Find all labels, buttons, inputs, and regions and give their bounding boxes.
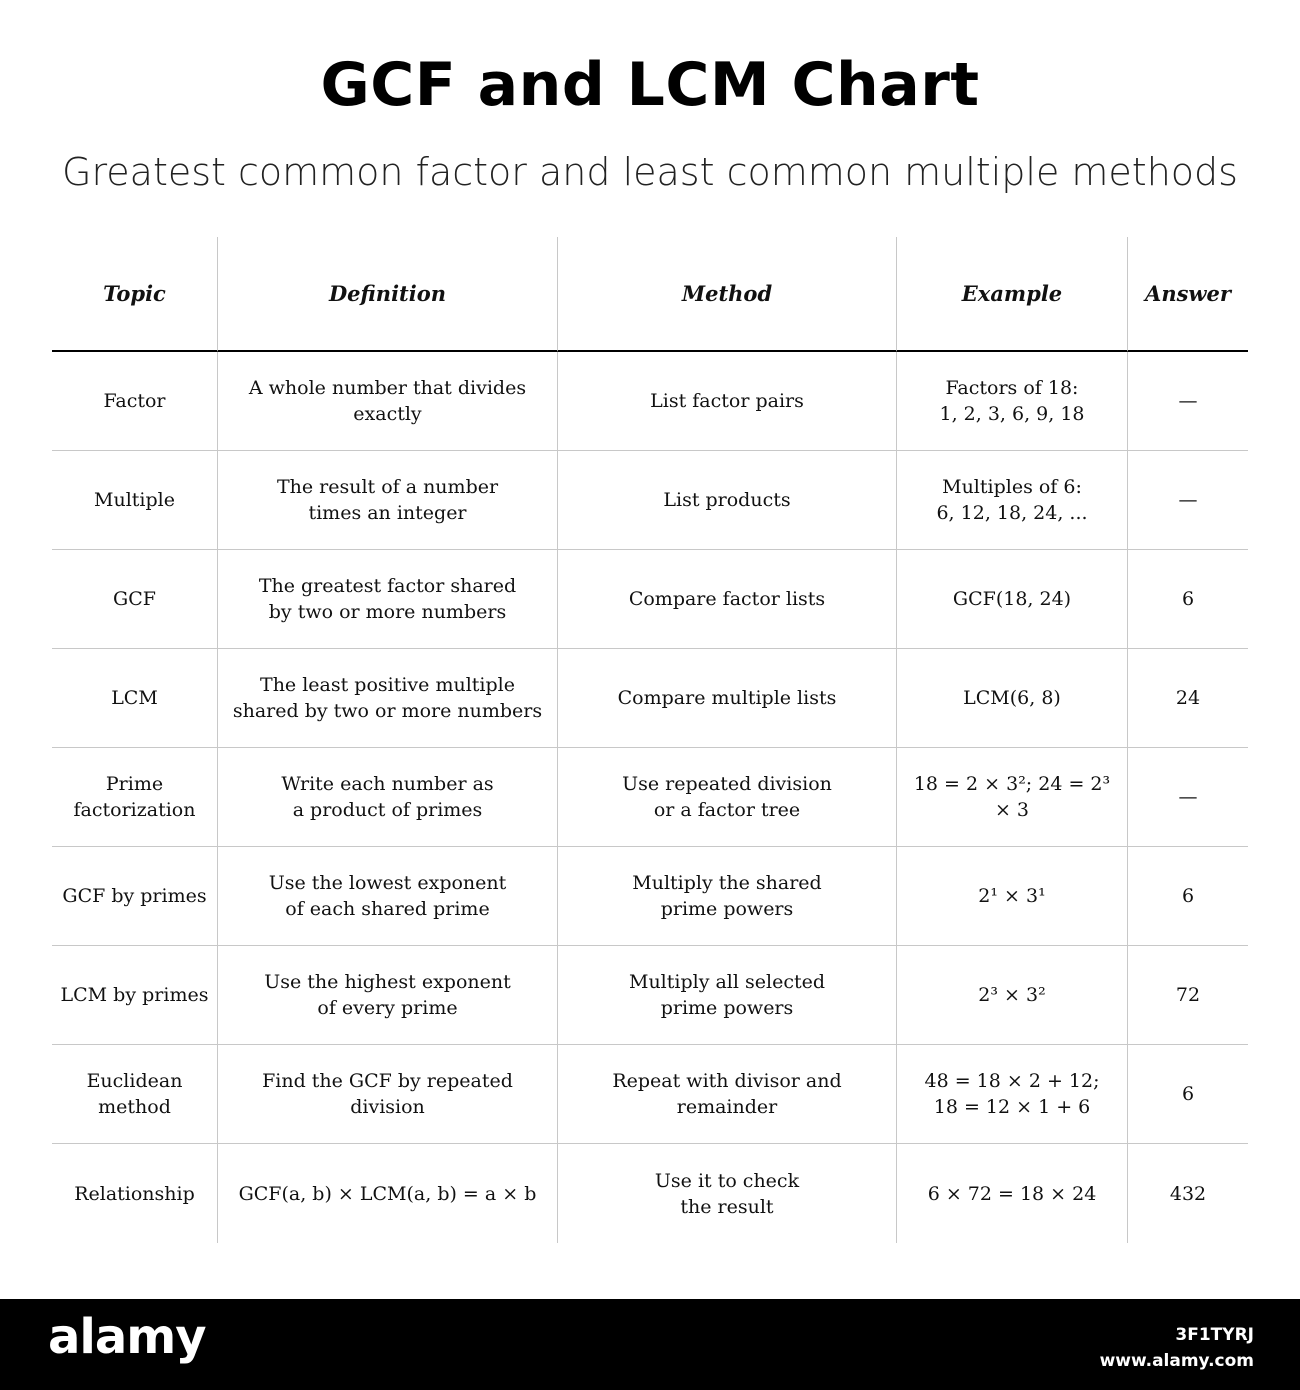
cell-method: Use repeated division or a factor tree [558, 748, 897, 847]
cell-definition: The greatest factor shared by two or more numbers [218, 550, 558, 649]
cell-topic: Prime factorization [52, 748, 218, 847]
cell-answer: 432 [1169, 1182, 1207, 1205]
watermark-footer [0, 1299, 1300, 1390]
cell-method: List products [558, 451, 897, 550]
cell-method: Compare multiple lists [558, 649, 897, 748]
cell-answer: 72 [1128, 946, 1248, 1045]
cell-answer: — [1128, 748, 1248, 847]
cell-example: LCM(6, 8) [897, 649, 1128, 748]
cell-topic: LCM [52, 649, 218, 748]
header-topic: Topic [52, 237, 218, 352]
cell-topic: GCF [52, 550, 218, 649]
cell-topic: Euclidean method [52, 1045, 218, 1144]
gcf-lcm-table [52, 237, 1248, 1243]
cell-topic: LCM by primes [52, 946, 218, 1045]
page-subtitle: Greatest common factor and least common multiple methods [62, 150, 1238, 194]
cell-answer: 6 [1128, 847, 1248, 946]
cell-example: Factors of 18: 1, 2, 3, 6, 9, 18 [897, 352, 1128, 451]
cell-method: Multiply all selected prime powers [558, 946, 897, 1045]
cell-topic: GCF by primes [52, 847, 218, 946]
cell-answer: — [1128, 352, 1248, 451]
cell-definition: A whole number that divides exactly [218, 352, 558, 451]
cell-answer: 6 [1128, 550, 1248, 649]
header-example: Example [897, 237, 1128, 352]
cell-definition: The result of a number times an integer [218, 451, 558, 550]
cell-example: Multiples of 6: 6, 12, 18, 24, ... [897, 451, 1128, 550]
cell-method: Multiply the shared prime powers [558, 847, 897, 946]
cell-example: 2¹ × 3¹ [897, 847, 1128, 946]
brand-logo: alamy [48, 1309, 206, 1365]
cell-topic: Factor [52, 352, 218, 451]
header-answer: Answer [1128, 237, 1248, 352]
cell-answer: 24 [1128, 649, 1248, 748]
cell-method: List factor pairs [558, 352, 897, 451]
cell-definition: The least positive multiple shared by two or more numbers [218, 649, 558, 748]
cell-definition: GCF(a, b) × LCM(a, b) = a × b [218, 1144, 558, 1243]
cell-topic: Relationship [52, 1144, 218, 1243]
cell-example: 2³ × 3² [897, 946, 1128, 1045]
cell-method: Repeat with divisor and remainder [558, 1045, 897, 1144]
cell-method: Use it to check the result [558, 1144, 897, 1243]
cell-example: 48 = 18 × 2 + 12; 18 = 12 × 1 + 6 [897, 1045, 1128, 1144]
cell-definition: Use the highest exponent of every prime [218, 946, 558, 1045]
cell-example: GCF(18, 24) [897, 550, 1128, 649]
cell-definition: Write each number as a product of primes [218, 748, 558, 847]
cell-answer: — [1128, 451, 1248, 550]
cell-definition: Find the GCF by repeated division [218, 1045, 558, 1144]
page-title: GCF and LCM Chart [320, 50, 980, 120]
cell-example: 6 × 72 = 18 × 24 [897, 1144, 1128, 1243]
image-id: 3F1TYRJ [1175, 1325, 1254, 1345]
cell-definition: Use the lowest exponent of each shared prime [218, 847, 558, 946]
header-definition: Definition [218, 237, 558, 352]
cell-answer: 6 [1128, 1045, 1248, 1144]
cell-topic: Multiple [52, 451, 218, 550]
cell-example: 18 = 2 × 3²; 24 = 2³ × 3 [897, 748, 1128, 847]
header-method: Method [558, 237, 897, 352]
cell-method: Compare factor lists [558, 550, 897, 649]
site-url: www.alamy.com [1099, 1351, 1254, 1371]
